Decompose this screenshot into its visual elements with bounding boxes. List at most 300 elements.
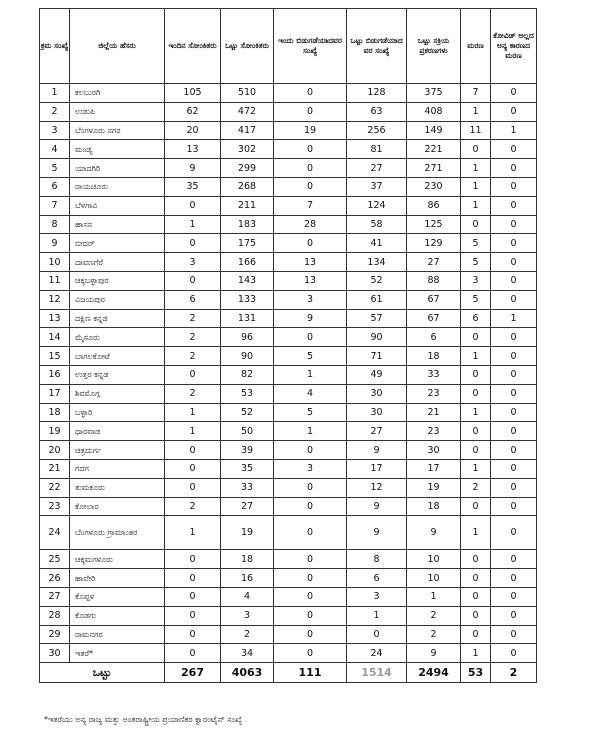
cell-serial: 22 bbox=[40, 478, 70, 497]
cell-district: ಬೆಳಗಾವಿ bbox=[70, 196, 165, 215]
table-row bbox=[40, 497, 537, 516]
cell-serial: 2 bbox=[40, 102, 70, 121]
cell-total-discharged: 9 bbox=[347, 516, 407, 550]
table-row bbox=[40, 328, 537, 347]
cell-total-discharged: 37 bbox=[347, 177, 407, 196]
cell-active-cases: 86 bbox=[407, 196, 461, 215]
cell-total-discharged: 30 bbox=[347, 403, 407, 422]
cell-today-infected: 2 bbox=[165, 328, 221, 347]
cell-total-infected: 16 bbox=[221, 569, 274, 588]
cell-deaths: 0 bbox=[461, 441, 491, 460]
cell-active-cases: 33 bbox=[407, 365, 461, 384]
cell-active-cases: 23 bbox=[407, 422, 461, 441]
cell-today-infected: 2 bbox=[165, 384, 221, 403]
table-body bbox=[40, 84, 537, 663]
cell-district: ಶಿವಮೊಗ್ಗ bbox=[70, 384, 165, 403]
cell-today-discharged: 0 bbox=[274, 516, 347, 550]
cell-total-discharged: 1 bbox=[347, 606, 407, 625]
cell-today-discharged: 7 bbox=[274, 196, 347, 215]
cell-today-infected: 1 bbox=[165, 516, 221, 550]
cell-total-infected: 96 bbox=[221, 328, 274, 347]
cell-today-infected: 0 bbox=[165, 569, 221, 588]
cell-total-infected: 19 bbox=[221, 516, 274, 550]
cell-active-cases: 21 bbox=[407, 403, 461, 422]
cell-total-discharged: 24 bbox=[347, 644, 407, 663]
cell-district: ಕೊಪ್ಪಳ bbox=[70, 587, 165, 606]
cell-deaths: 0 bbox=[461, 587, 491, 606]
cell-active-cases: 221 bbox=[407, 140, 461, 159]
table-row bbox=[40, 384, 537, 403]
cell-district: ಚಿಕ್ಕಮಗಳೂರು bbox=[70, 550, 165, 569]
cell-non-covid-deaths: 0 bbox=[491, 569, 537, 588]
cell-serial: 25 bbox=[40, 550, 70, 569]
cell-serial: 9 bbox=[40, 234, 70, 253]
cell-today-discharged: 0 bbox=[274, 550, 347, 569]
cell-total-discharged: 256 bbox=[347, 121, 407, 140]
table-row bbox=[40, 121, 537, 140]
table-row bbox=[40, 516, 537, 550]
cell-total-infected: 268 bbox=[221, 177, 274, 196]
cell-active-cases: 18 bbox=[407, 497, 461, 516]
cell-active-cases: 9 bbox=[407, 644, 461, 663]
cell-active-cases: 10 bbox=[407, 569, 461, 588]
cell-total-discharged: 8 bbox=[347, 550, 407, 569]
cell-total-infected: 4 bbox=[221, 587, 274, 606]
header-total-discharged: ಒಟ್ಟು ಬಿಡುಗಡೆಯಾದ ವರ ಸಂಖ್ಯೆ bbox=[347, 9, 407, 84]
cell-active-cases: 129 bbox=[407, 234, 461, 253]
cell-total-infected: 131 bbox=[221, 309, 274, 328]
cell-total-discharged: 27 bbox=[347, 422, 407, 441]
cell-total-discharged: 41 bbox=[347, 234, 407, 253]
cell-today-infected: 3 bbox=[165, 253, 221, 272]
cell-total-infected: 33 bbox=[221, 478, 274, 497]
total-discharged: 1514 bbox=[347, 663, 407, 683]
cell-today-discharged: 0 bbox=[274, 606, 347, 625]
cell-total-infected: 175 bbox=[221, 234, 274, 253]
table-row bbox=[40, 271, 537, 290]
cell-deaths: 1 bbox=[461, 347, 491, 366]
cell-total-discharged: 17 bbox=[347, 459, 407, 478]
cell-active-cases: 1 bbox=[407, 587, 461, 606]
cell-serial: 17 bbox=[40, 384, 70, 403]
cell-district: ಬೆಂಗಳೂರು ಗ್ರಾಮಾಂತರ bbox=[70, 516, 165, 550]
cell-serial: 4 bbox=[40, 140, 70, 159]
cell-today-infected: 1 bbox=[165, 403, 221, 422]
cell-deaths: 0 bbox=[461, 606, 491, 625]
cell-today-discharged: 0 bbox=[274, 625, 347, 644]
cell-non-covid-deaths: 0 bbox=[491, 606, 537, 625]
cell-deaths: 5 bbox=[461, 290, 491, 309]
cell-active-cases: 125 bbox=[407, 215, 461, 234]
cell-today-infected: 0 bbox=[165, 271, 221, 290]
cell-non-covid-deaths: 0 bbox=[491, 422, 537, 441]
table-row bbox=[40, 587, 537, 606]
cell-today-discharged: 0 bbox=[274, 177, 347, 196]
cell-active-cases: 2 bbox=[407, 625, 461, 644]
cell-active-cases: 230 bbox=[407, 177, 461, 196]
cell-active-cases: 6 bbox=[407, 328, 461, 347]
header-serial: ಕ್ರಮ ಸಂಖ್ಯೆ bbox=[40, 9, 70, 84]
cell-today-infected: 9 bbox=[165, 159, 221, 178]
cell-today-infected: 0 bbox=[165, 606, 221, 625]
cell-active-cases: 10 bbox=[407, 550, 461, 569]
cell-deaths: 0 bbox=[461, 215, 491, 234]
cell-deaths: 1 bbox=[461, 403, 491, 422]
cell-deaths: 6 bbox=[461, 309, 491, 328]
cell-deaths: 2 bbox=[461, 478, 491, 497]
cell-deaths: 1 bbox=[461, 516, 491, 550]
cell-district: ಬಳ್ಳಾರಿ bbox=[70, 403, 165, 422]
cell-total-infected: 90 bbox=[221, 347, 274, 366]
cell-total-infected: 27 bbox=[221, 497, 274, 516]
cell-district: ಬಾಗಲಕೋಟೆ bbox=[70, 347, 165, 366]
cell-serial: 20 bbox=[40, 441, 70, 460]
cell-today-infected: 0 bbox=[165, 644, 221, 663]
cell-today-discharged: 0 bbox=[274, 644, 347, 663]
cell-serial: 16 bbox=[40, 365, 70, 384]
cell-total-discharged: 134 bbox=[347, 253, 407, 272]
cell-serial: 27 bbox=[40, 587, 70, 606]
table-row bbox=[40, 478, 537, 497]
cell-total-infected: 472 bbox=[221, 102, 274, 121]
cell-non-covid-deaths: 0 bbox=[491, 516, 537, 550]
cell-serial: 15 bbox=[40, 347, 70, 366]
cell-today-infected: 1 bbox=[165, 215, 221, 234]
cell-total-infected: 143 bbox=[221, 271, 274, 290]
cell-district: ದಕ್ಷಿಣ ಕನ್ನಡ bbox=[70, 309, 165, 328]
cell-non-covid-deaths: 1 bbox=[491, 121, 537, 140]
cell-district: ಬೆಂಗಳೂರು ನಗರ bbox=[70, 121, 165, 140]
cell-non-covid-deaths: 0 bbox=[491, 478, 537, 497]
cell-today-infected: 0 bbox=[165, 550, 221, 569]
table-row bbox=[40, 403, 537, 422]
cell-total-infected: 183 bbox=[221, 215, 274, 234]
cell-total-discharged: 49 bbox=[347, 365, 407, 384]
cell-deaths: 1 bbox=[461, 159, 491, 178]
cell-today-discharged: 0 bbox=[274, 587, 347, 606]
cell-district: ಮಂಡ್ಯ bbox=[70, 140, 165, 159]
cell-total-discharged: 6 bbox=[347, 569, 407, 588]
cell-district: ಚಿತ್ರದುರ್ಗ bbox=[70, 441, 165, 460]
table-row bbox=[40, 365, 537, 384]
cell-total-infected: 299 bbox=[221, 159, 274, 178]
cell-today-infected: 2 bbox=[165, 497, 221, 516]
cell-today-discharged: 0 bbox=[274, 441, 347, 460]
table-row bbox=[40, 606, 537, 625]
cell-non-covid-deaths: 0 bbox=[491, 347, 537, 366]
cell-non-covid-deaths: 0 bbox=[491, 84, 537, 103]
cell-today-discharged: 0 bbox=[274, 478, 347, 497]
cell-today-infected: 0 bbox=[165, 441, 221, 460]
cell-district: ಚಿಕ್ಕಬಳ್ಳಾಪುರ bbox=[70, 271, 165, 290]
header-deaths: ಮರಣ bbox=[461, 9, 491, 84]
cell-total-infected: 53 bbox=[221, 384, 274, 403]
cell-total-discharged: 61 bbox=[347, 290, 407, 309]
total-infected: 4063 bbox=[221, 663, 274, 683]
cell-today-infected: 13 bbox=[165, 140, 221, 159]
cell-district: ರಾಮನಗರ bbox=[70, 625, 165, 644]
cell-total-infected: 2 bbox=[221, 625, 274, 644]
cell-today-discharged: 3 bbox=[274, 290, 347, 309]
header-today-discharged: ಇಂದು ಬಿಡುಗಡೆಯಾದವರ ಸಂಖ್ಯೆ bbox=[274, 9, 347, 84]
cell-deaths: 0 bbox=[461, 550, 491, 569]
cell-serial: 28 bbox=[40, 606, 70, 625]
cell-deaths: 0 bbox=[461, 365, 491, 384]
total-label: ಒಟ್ಟು bbox=[40, 663, 165, 683]
header-non-covid-deaths: ಕೋವಿಡ್ ಅಲ್ಲದ ಅನ್ಯ ಕಾರಣದ ಮರಣ bbox=[491, 9, 537, 84]
cell-serial: 1 bbox=[40, 84, 70, 103]
cell-total-discharged: 12 bbox=[347, 478, 407, 497]
cell-total-discharged: 63 bbox=[347, 102, 407, 121]
total-active-cases: 2494 bbox=[407, 663, 461, 683]
table-row bbox=[40, 309, 537, 328]
cell-today-discharged: 9 bbox=[274, 309, 347, 328]
header-today-infected: ಇಂದಿನ ಸೋಂಕಿತರು bbox=[165, 9, 221, 84]
cell-district: ಗದಗ bbox=[70, 459, 165, 478]
cell-district: ಕೋಲಾರ bbox=[70, 497, 165, 516]
cell-non-covid-deaths: 0 bbox=[491, 384, 537, 403]
cell-today-discharged: 0 bbox=[274, 569, 347, 588]
cell-district: ವಿಜಯಪುರ bbox=[70, 290, 165, 309]
total-row bbox=[40, 663, 537, 683]
cell-non-covid-deaths: 0 bbox=[491, 102, 537, 121]
cell-non-covid-deaths: 0 bbox=[491, 196, 537, 215]
cell-total-discharged: 9 bbox=[347, 497, 407, 516]
cell-today-infected: 0 bbox=[165, 234, 221, 253]
cell-today-discharged: 5 bbox=[274, 347, 347, 366]
cell-district: ಉಡುಪಿ bbox=[70, 102, 165, 121]
table-row bbox=[40, 422, 537, 441]
cell-active-cases: 149 bbox=[407, 121, 461, 140]
cell-serial: 12 bbox=[40, 290, 70, 309]
cell-total-infected: 39 bbox=[221, 441, 274, 460]
table-row bbox=[40, 459, 537, 478]
table-row bbox=[40, 550, 537, 569]
cell-today-infected: 0 bbox=[165, 365, 221, 384]
cell-total-discharged: 81 bbox=[347, 140, 407, 159]
cell-active-cases: 18 bbox=[407, 347, 461, 366]
cell-today-discharged: 0 bbox=[274, 140, 347, 159]
cell-today-discharged: 0 bbox=[274, 159, 347, 178]
cell-district: ರಾಯಚೂರು bbox=[70, 177, 165, 196]
cell-total-discharged: 71 bbox=[347, 347, 407, 366]
cell-deaths: 0 bbox=[461, 384, 491, 403]
cell-today-discharged: 5 bbox=[274, 403, 347, 422]
cell-today-discharged: 0 bbox=[274, 234, 347, 253]
cell-district: ಉತ್ತರ ಕನ್ನಡ bbox=[70, 365, 165, 384]
cell-non-covid-deaths: 0 bbox=[491, 328, 537, 347]
cell-today-discharged: 19 bbox=[274, 121, 347, 140]
cell-non-covid-deaths: 0 bbox=[491, 271, 537, 290]
cell-district: ತುಮಕೂರು bbox=[70, 478, 165, 497]
cell-active-cases: 9 bbox=[407, 516, 461, 550]
cell-serial: 8 bbox=[40, 215, 70, 234]
cell-today-infected: 0 bbox=[165, 459, 221, 478]
cell-serial: 24 bbox=[40, 516, 70, 550]
cell-district: ದಾವಣಗೆರೆ bbox=[70, 253, 165, 272]
cell-serial: 18 bbox=[40, 403, 70, 422]
header-total-infected: ಒಟ್ಟು ಸೋಂಕಿತರು bbox=[221, 9, 274, 84]
table-row bbox=[40, 196, 537, 215]
table-row bbox=[40, 177, 537, 196]
cell-non-covid-deaths: 0 bbox=[491, 290, 537, 309]
cell-active-cases: 67 bbox=[407, 290, 461, 309]
cell-total-discharged: 52 bbox=[347, 271, 407, 290]
table-row bbox=[40, 159, 537, 178]
table-row bbox=[40, 215, 537, 234]
cell-total-infected: 211 bbox=[221, 196, 274, 215]
table-row bbox=[40, 625, 537, 644]
cell-deaths: 0 bbox=[461, 625, 491, 644]
cell-today-infected: 1 bbox=[165, 422, 221, 441]
cell-today-discharged: 0 bbox=[274, 84, 347, 103]
cell-non-covid-deaths: 0 bbox=[491, 159, 537, 178]
cell-district: ಧಾರವಾಡ bbox=[70, 422, 165, 441]
cell-district: ಇತರೆ* bbox=[70, 644, 165, 663]
cell-deaths: 11 bbox=[461, 121, 491, 140]
cell-active-cases: 408 bbox=[407, 102, 461, 121]
cell-total-discharged: 30 bbox=[347, 384, 407, 403]
footnote: *ಇತರೆಯು ಅನ್ಯ ರಾಜ್ಯ ಮತ್ತು ಅಂತರಾಷ್ಟ್ರೀಯ ಪ್ರಯಾಣಿಕರ ಕ್ವಾರಂಟೈನ್ ಸಂಖ್ಯೆ bbox=[44, 715, 243, 724]
cell-serial: 5 bbox=[40, 159, 70, 178]
cell-today-discharged: 13 bbox=[274, 271, 347, 290]
cell-deaths: 1 bbox=[461, 102, 491, 121]
cell-non-covid-deaths: 0 bbox=[491, 253, 537, 272]
cell-non-covid-deaths: 0 bbox=[491, 625, 537, 644]
cell-deaths: 7 bbox=[461, 84, 491, 103]
cell-active-cases: 30 bbox=[407, 441, 461, 460]
cell-deaths: 1 bbox=[461, 177, 491, 196]
cell-active-cases: 17 bbox=[407, 459, 461, 478]
cell-total-infected: 50 bbox=[221, 422, 274, 441]
cell-serial: 7 bbox=[40, 196, 70, 215]
cell-district: ಕೊಡಗು bbox=[70, 606, 165, 625]
cell-active-cases: 19 bbox=[407, 478, 461, 497]
table-row bbox=[40, 290, 537, 309]
cell-active-cases: 375 bbox=[407, 84, 461, 103]
cell-serial: 30 bbox=[40, 644, 70, 663]
cell-deaths: 5 bbox=[461, 253, 491, 272]
cell-total-infected: 510 bbox=[221, 84, 274, 103]
cell-district: ಯಾದಗಿರಿ bbox=[70, 159, 165, 178]
cell-total-infected: 417 bbox=[221, 121, 274, 140]
cell-today-discharged: 1 bbox=[274, 422, 347, 441]
table-row bbox=[40, 140, 537, 159]
cell-deaths: 0 bbox=[461, 328, 491, 347]
cell-deaths: 1 bbox=[461, 459, 491, 478]
cell-non-covid-deaths: 0 bbox=[491, 215, 537, 234]
cell-total-discharged: 58 bbox=[347, 215, 407, 234]
cell-today-discharged: 28 bbox=[274, 215, 347, 234]
cell-total-infected: 133 bbox=[221, 290, 274, 309]
cell-district: ಹಾಸನ bbox=[70, 215, 165, 234]
cell-non-covid-deaths: 0 bbox=[491, 177, 537, 196]
cell-serial: 26 bbox=[40, 569, 70, 588]
cell-total-infected: 35 bbox=[221, 459, 274, 478]
cell-non-covid-deaths: 0 bbox=[491, 441, 537, 460]
table-row bbox=[40, 441, 537, 460]
cell-today-infected: 2 bbox=[165, 309, 221, 328]
header-active-cases: ಒಟ್ಟು ಸಕ್ರಿಯ ಪ್ರಕರಣಗಳು bbox=[407, 9, 461, 84]
cell-district: ಹಾವೇರಿ bbox=[70, 569, 165, 588]
cell-non-covid-deaths: 0 bbox=[491, 403, 537, 422]
cell-total-discharged: 124 bbox=[347, 196, 407, 215]
table-row bbox=[40, 253, 537, 272]
cell-total-infected: 166 bbox=[221, 253, 274, 272]
cell-total-discharged: 90 bbox=[347, 328, 407, 347]
cell-total-infected: 3 bbox=[221, 606, 274, 625]
cell-today-discharged: 0 bbox=[274, 497, 347, 516]
cell-deaths: 1 bbox=[461, 196, 491, 215]
table-row bbox=[40, 569, 537, 588]
cell-non-covid-deaths: 0 bbox=[491, 644, 537, 663]
cell-total-discharged: 128 bbox=[347, 84, 407, 103]
cell-serial: 11 bbox=[40, 271, 70, 290]
cell-non-covid-deaths: 0 bbox=[491, 234, 537, 253]
cell-non-covid-deaths: 0 bbox=[491, 497, 537, 516]
table-row bbox=[40, 84, 537, 103]
cell-today-infected: 62 bbox=[165, 102, 221, 121]
cell-today-infected: 105 bbox=[165, 84, 221, 103]
cell-district: ಬೀದರ್ bbox=[70, 234, 165, 253]
cell-non-covid-deaths: 0 bbox=[491, 587, 537, 606]
cell-non-covid-deaths: 0 bbox=[491, 459, 537, 478]
cell-serial: 13 bbox=[40, 309, 70, 328]
table-row bbox=[40, 644, 537, 663]
cell-deaths: 0 bbox=[461, 422, 491, 441]
cell-today-infected: 20 bbox=[165, 121, 221, 140]
cell-serial: 29 bbox=[40, 625, 70, 644]
cell-serial: 21 bbox=[40, 459, 70, 478]
cell-active-cases: 23 bbox=[407, 384, 461, 403]
total-non-covid-deaths: 2 bbox=[491, 663, 537, 683]
cell-today-discharged: 13 bbox=[274, 253, 347, 272]
cell-today-discharged: 4 bbox=[274, 384, 347, 403]
cell-deaths: 1 bbox=[461, 644, 491, 663]
cell-non-covid-deaths: 0 bbox=[491, 365, 537, 384]
table-row bbox=[40, 347, 537, 366]
cell-today-infected: 2 bbox=[165, 347, 221, 366]
cell-today-discharged: 0 bbox=[274, 102, 347, 121]
cell-today-discharged: 0 bbox=[274, 328, 347, 347]
cell-total-discharged: 0 bbox=[347, 625, 407, 644]
cell-district: ಕಲಬುರಗಿ bbox=[70, 84, 165, 103]
table-row bbox=[40, 234, 537, 253]
cell-today-infected: 0 bbox=[165, 478, 221, 497]
cell-today-infected: 0 bbox=[165, 587, 221, 606]
cell-serial: 19 bbox=[40, 422, 70, 441]
cell-deaths: 0 bbox=[461, 497, 491, 516]
cell-serial: 3 bbox=[40, 121, 70, 140]
cell-active-cases: 271 bbox=[407, 159, 461, 178]
cell-active-cases: 67 bbox=[407, 309, 461, 328]
cell-total-discharged: 9 bbox=[347, 441, 407, 460]
cell-active-cases: 2 bbox=[407, 606, 461, 625]
cell-non-covid-deaths: 1 bbox=[491, 309, 537, 328]
cell-total-infected: 34 bbox=[221, 644, 274, 663]
cell-non-covid-deaths: 0 bbox=[491, 140, 537, 159]
cell-total-infected: 18 bbox=[221, 550, 274, 569]
cell-deaths: 5 bbox=[461, 234, 491, 253]
cell-total-discharged: 27 bbox=[347, 159, 407, 178]
cell-serial: 10 bbox=[40, 253, 70, 272]
cell-total-infected: 82 bbox=[221, 365, 274, 384]
cell-deaths: 0 bbox=[461, 569, 491, 588]
district-covid-table bbox=[39, 8, 537, 683]
cell-active-cases: 27 bbox=[407, 253, 461, 272]
cell-total-infected: 302 bbox=[221, 140, 274, 159]
cell-today-infected: 0 bbox=[165, 625, 221, 644]
